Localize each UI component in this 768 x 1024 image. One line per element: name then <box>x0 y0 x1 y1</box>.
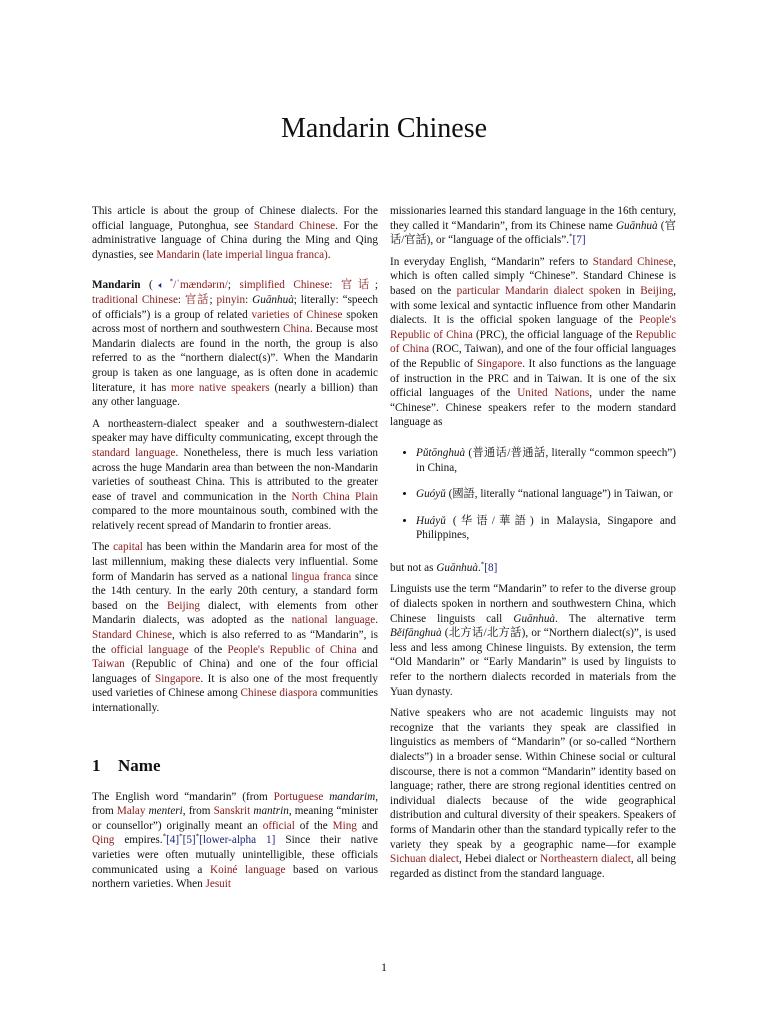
china-link[interactable]: China <box>283 323 310 336</box>
official-language-link[interactable]: official language <box>110 643 189 656</box>
prc-link[interactable]: People's Republic of China <box>227 643 357 656</box>
portuguese-link[interactable]: Portuguese <box>273 790 324 803</box>
chinese-diaspora-link[interactable]: Chinese diaspora <box>240 687 318 700</box>
missionaries-paragraph: missionaries learned this standard language in the 16th century, they called it “Mandarin”, from its Chinese name Guānhuà (官话/官話), or “language of the officials”.*[7] <box>390 205 676 247</box>
intro-paragraph: Mandarin (🔈︎*/ˈmændərɪn/; simplified Chinese: 官话; traditional Chinese: 官話; pinyin: Guānhuà; literally: “speech of officials”) is a group of related varieties of Chinese spoken across most of northern and southwestern China. Because most Mandarin dialects are found in the north, the group is also referred to as the “northern dialect(s)”. When the Mandarin group is taken as one language, as is often done in academic literature, it has more native speakers (nearly a billion) than any other language. <box>92 277 379 409</box>
standard-names-list <box>390 446 676 543</box>
but-not-paragraph: but not as Guānhuà.*[8] <box>390 560 498 574</box>
dialect-paragraph: A northeastern-dialect speaker and a southwestern-dialect speaker may have difficulty communicating, except through the standard language. Nonetheless, there is much less variation across the huge Mandarin area than between the non-Mandarin varieties of southeast China. This is attributed to the greater ease of travel and communication in the North China Plain compared to the more mountainous south, combined with the relatively recent spread of Mandarin to frontier areas. <box>92 417 379 532</box>
sichuan-dialect-link[interactable]: Sichuan dialect <box>390 853 459 866</box>
ipa-link[interactable]: /ˈmændərɪn/ <box>173 279 228 292</box>
varieties-of-chinese-link[interactable]: varieties of Chinese <box>251 308 343 321</box>
left-column <box>92 204 378 899</box>
singapore-link[interactable]: Singapore <box>154 672 201 685</box>
standard-chinese-link-2[interactable]: Standard Chinese <box>92 629 172 642</box>
national-language-link[interactable]: national language <box>291 614 376 627</box>
capital-link[interactable]: capital <box>113 541 143 554</box>
taiwan-link[interactable]: Taiwan <box>92 658 125 671</box>
standard-chinese-link-3[interactable]: Standard Chinese <box>592 255 674 268</box>
simplified-chars-link[interactable]: 官话 <box>341 279 375 292</box>
sanskrit-link[interactable]: Sanskrit <box>213 805 251 818</box>
native-speakers-paragraph: Native speakers who are not academic linguists may not recognize that the variants they speak are classified in linguistics as members of “Mandarin” (or so-called “Northern dialects”) in a broader sense. Within Chinese social or cultural discourse, there is not a common “Mandarin” identity based on language; rather, there are strong regional identities centred on individual dialects because of the wide geographical distribution and cultural diversity of their speakers. Speakers of forms of Mandarin other than the standard typically refer to the variety they speak by a geographic name—for example Sichuan dialect, Hebei dialect or Northeastern dialect, all being regarded as distinct from the standard language. <box>390 707 677 880</box>
ref-5[interactable]: [5] <box>182 834 196 847</box>
koine-language-link[interactable]: Koiné language <box>210 863 286 876</box>
page-title: Mandarin Chinese <box>280 113 488 144</box>
qing-link[interactable]: Qing <box>92 834 115 847</box>
right-column <box>390 204 676 888</box>
traditional-chars-link[interactable]: 官話 <box>184 293 210 306</box>
capital-paragraph: The capital has been within the Mandarin area for most of the last millennium, making these dialects very influential. Some form of Mandarin has served as a national lingua franca since the 14th century. In the early 20th century, a standard form based on the Beijing dialect, with elements from other Mandarin dialects, was adopted as the national language. Standard Chinese, which is also referred to as “Mandarin”, is the official language of the People's Republic of China and Taiwan (Republic of China) and one of the four official languages of Singapore. It is also one of the most frequently used varieties of Chinese among Chinese diaspora communities internationally. <box>92 541 379 714</box>
lingua-franca-link[interactable]: lingua franca <box>291 570 352 583</box>
ref-8[interactable]: [8] <box>484 561 498 574</box>
traditional-chinese-link[interactable]: traditional Chinese <box>92 293 178 306</box>
list-item: • Pǔtōnghuà (普通话/普通話, literally “common speech”) in China, <box>416 446 676 475</box>
list-item: • Guóyǔ (國語, literally “national language”) in Taiwan, or <box>416 487 676 502</box>
roc-link[interactable]: Republic of China <box>390 328 676 356</box>
list-item: • Huáyǔ (华语/華語) in Malaysia, Singapore and Philippines, <box>416 514 676 543</box>
simplified-chinese-link[interactable]: simplified Chinese <box>239 279 330 292</box>
speaker-icon[interactable]: 🔈︎ <box>152 280 170 291</box>
term-mandarin: Mandarin <box>92 279 141 292</box>
standard-language-link[interactable]: standard language <box>92 446 176 459</box>
page-number: 1 <box>381 960 387 974</box>
standard-chinese-link[interactable]: Standard Chinese <box>253 219 336 232</box>
jesuit-link[interactable]: Jesuit <box>205 878 231 891</box>
singapore-link-2[interactable]: Singapore <box>476 357 523 370</box>
northeastern-dialect-link[interactable]: Northeastern dialect <box>540 853 631 866</box>
name-paragraph: The English word “mandarin” (from Portuguese mandarim, from Malay menteri, from Sanskrit mantrin, meaning “minister or counsellor”) originally meant an official of the Ming and Qing empires.*[4]*[5]*[lower-alpha 1] Since their native varieties were often mutually unintelligible, these officials communicated using a Koiné language based on various northern varieties. When Jesuit <box>92 790 379 891</box>
ref-lower-alpha-1[interactable]: [lower-alpha 1] <box>199 834 276 847</box>
beijing-link[interactable]: Beijing <box>166 599 200 612</box>
beijing-link-2[interactable]: Beijing <box>640 284 674 297</box>
section-heading-name: 1 Name <box>92 755 161 775</box>
official-link[interactable]: official <box>262 819 295 832</box>
united-nations-link[interactable]: United Nations <box>517 387 590 400</box>
pinyin-link[interactable]: pinyin <box>216 293 246 306</box>
prc-link-2[interactable]: People's Republic of China <box>390 314 676 341</box>
beijing-dialect-link[interactable]: particular Mandarin dialect spoken <box>456 284 621 297</box>
everyday-english-paragraph: In everyday English, “Mandarin” refers to Standard Chinese, which is often called simply “Chinese”. Standard Chinese is based on the particular Mandarin dialect spoken in Beijing, with some lexical and syntactic influence from other Mandarin dialects. It is the official spoken language of the People's Republic of China (PRC), the official language of the Republic of China (ROC, Taiwan), and one of the four official languages of the Republic of Singapore. It also functions as the language of instruction in the PRC and in Taiwan. It is one of the six official languages of the United Nations, under the name “Chinese”. Chinese speakers refer to the modern standard language as <box>390 255 677 429</box>
ref-7[interactable]: [7] <box>572 234 586 247</box>
more-native-speakers-link[interactable]: more native speakers <box>170 381 270 394</box>
malay-link[interactable]: Malay <box>116 805 146 818</box>
mandarin-late-imperial-link[interactable]: Mandarin (late imperial lingua franca) <box>156 248 328 261</box>
linguists-paragraph: Linguists use the term “Mandarin” to refer to the diverse group of dialects spoken in northern and southwestern China, which Chinese linguists call Guānhuà. The alternative term Běifānghuà (北方话/北方話), or “Northern dialect(s)”, is used less and less among Chinese linguists. By extension, the term “Old Mandarin” or “Early Mandarin” is used by linguists to refer to the northern dialects recorded in materials from the Yuan dynasty. <box>390 583 676 698</box>
hatnote: This article is about the group of Chinese dialects. For the official language, Putonghua, see Standard Chinese. For the administrative language of China during the Ming and Qing dynasties, see Mandarin (late imperial lingua franca). <box>92 205 378 261</box>
north-china-plain-link[interactable]: North China Plain <box>291 490 378 503</box>
ming-link[interactable]: Ming <box>332 819 357 832</box>
ref-4[interactable]: [4] <box>166 834 180 847</box>
